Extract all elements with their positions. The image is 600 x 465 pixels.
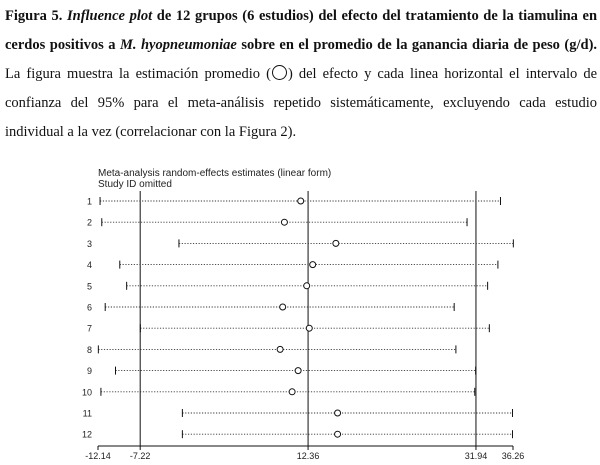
estimate-point-11	[335, 410, 341, 416]
row-label: 5	[86, 281, 92, 292]
estimate-point-4	[310, 262, 316, 268]
caption-body-part1: La figura muestra la estimación promedio (	[5, 66, 271, 82]
estimate-point-8	[277, 346, 283, 352]
row-label: 8	[86, 344, 92, 355]
species-name: M. hyopneumoniae	[119, 37, 237, 53]
estimate-point-9	[295, 368, 301, 374]
x-tick-label: -7.22	[129, 451, 151, 461]
x-tick-label: 36.26	[501, 451, 525, 461]
influence-plot-term: Influence plot	[66, 8, 153, 24]
row-label: 4	[86, 260, 92, 271]
chart-title: Meta-analysis random-effects estimates (linear form)	[98, 168, 332, 179]
estimate-point-6	[280, 304, 286, 310]
caption-body-part2: ) del efecto y cada linea horizontal el intervalo de confianza del 95% para el meta-análisis repetido sistemáticamente, excluyendo cada estudio individual a la vez (correlacionar con la Figura 2).	[5, 66, 597, 140]
row-label: 6	[86, 302, 92, 313]
figure-label: Figura 5.	[5, 8, 63, 24]
estimate-point-3	[333, 240, 339, 246]
estimate-point-12	[335, 431, 341, 437]
chart-subtitle: Study ID omitted	[98, 179, 172, 190]
estimate-point-7	[306, 325, 312, 331]
estimate-point-1	[298, 198, 304, 204]
caption-title-part1: de 12 grupos (6 estudios) del efecto del tratamiento de la tiamulina en cerdos positivos a	[5, 8, 598, 53]
row-label: 9	[86, 366, 92, 377]
x-tick-label: 31.94	[464, 451, 488, 461]
x-tick-label: 12.36	[296, 451, 320, 461]
row-label: 10	[81, 387, 92, 398]
row-label: 2	[86, 217, 92, 228]
row-label: 11	[82, 408, 92, 419]
row-label: 12	[81, 429, 92, 440]
estimate-point-10	[289, 389, 295, 395]
estimate-point-2	[281, 219, 287, 225]
row-label: 1	[86, 196, 92, 207]
row-label: 3	[86, 238, 92, 249]
caption-title-part2: sobre en el promedio de la ganancia diaria de peso (g/d).	[241, 37, 598, 53]
x-tick-label: -12.14	[85, 451, 111, 461]
row-label: 7	[86, 323, 92, 334]
estimate-point-5	[304, 283, 310, 289]
